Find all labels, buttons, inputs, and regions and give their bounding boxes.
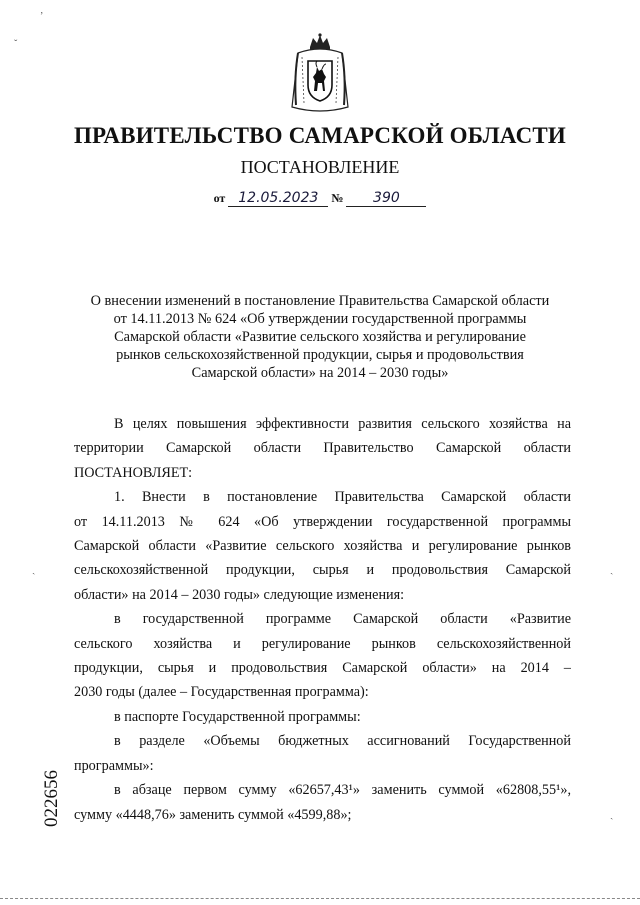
body-line: сельскохозяйственной продукции, сырья и продовольствия Самарской xyxy=(74,562,571,579)
body-line: 2030 годы (далее – Государственная программа): xyxy=(74,684,369,701)
page-bottom-edge xyxy=(0,898,640,899)
scan-margin-mark: ˎ xyxy=(32,564,36,575)
scan-margin-mark: ˎ xyxy=(610,564,614,575)
date-label: от xyxy=(213,191,226,205)
subject-line: рынков сельскохозяйственной продукции, сырья и продовольствия xyxy=(116,347,524,363)
date-value: 12.05.2023 xyxy=(228,190,328,207)
body-line: в паспорте Государственной программы: xyxy=(114,708,361,725)
body-line: в государственной программе Самарской области «Развитие xyxy=(114,611,571,628)
body-line: в разделе «Объемы бюджетных ассигнований Государственной xyxy=(114,733,571,750)
body-line: сумму «4448,76» заменить суммой «4599,88»; xyxy=(74,806,352,823)
body-line: области» на 2014 – 2030 годы» следующие изменения: xyxy=(74,586,405,603)
body-line: 1. Внести в постановление Правительства Самарской области xyxy=(114,489,571,506)
subject-line: Самарской области «Развитие сельского хозяйства и регулирование xyxy=(114,329,526,345)
body-line: в абзаце первом сумму «62657,43¹» заменить суммой «62808,55¹», xyxy=(114,782,571,799)
scan-margin-mark: ˇ xyxy=(14,39,18,50)
body-line: Самарской области «Развитие сельского хозяйства и регулирование рынков xyxy=(74,538,571,555)
scan-margin-mark: ʼ xyxy=(40,11,44,22)
subject-line: от 14.11.2013 № 624 «Об утверждении государственной программы xyxy=(113,311,527,327)
scan-margin-mark: ˎ xyxy=(610,809,614,820)
document-type: ПОСТАНОВЛЕНИЕ xyxy=(240,157,400,177)
document-subject xyxy=(68,292,572,382)
subject-line: О внесении изменений в постановление Правительства Самарской области xyxy=(90,293,550,309)
body-line: программы»: xyxy=(74,757,154,774)
subject-line: Самарской области» на 2014 – 2030 годы» xyxy=(191,365,449,381)
body-line: ПОСТАНОВЛЯЕТ: xyxy=(74,464,193,481)
body-line: сельского хозяйства и регулирование рынков сельскохозяйственной xyxy=(74,635,571,652)
number-value: 390 xyxy=(346,190,426,207)
document-body xyxy=(74,412,571,827)
number-label: № xyxy=(331,191,344,205)
body-line: продукции, сырья и продовольствия Самарской области» на 2014 – xyxy=(74,660,571,677)
body-line: В целях повышения эффективности развития сельского хозяйства на xyxy=(114,416,571,432)
body-line: территории Самарской области Правительство Самарской области xyxy=(74,440,571,457)
date-number-line xyxy=(0,188,640,208)
registration-stamp-number: 022656 xyxy=(41,770,62,827)
body-line: от 14.11.2013 № 624 «Об утверждении государственной программы xyxy=(74,513,571,530)
organization-title: ПРАВИТЕЛЬСТВО САМАРСКОЙ ОБЛАСТИ xyxy=(73,123,567,148)
coat-of-arms-emblem xyxy=(288,33,352,115)
